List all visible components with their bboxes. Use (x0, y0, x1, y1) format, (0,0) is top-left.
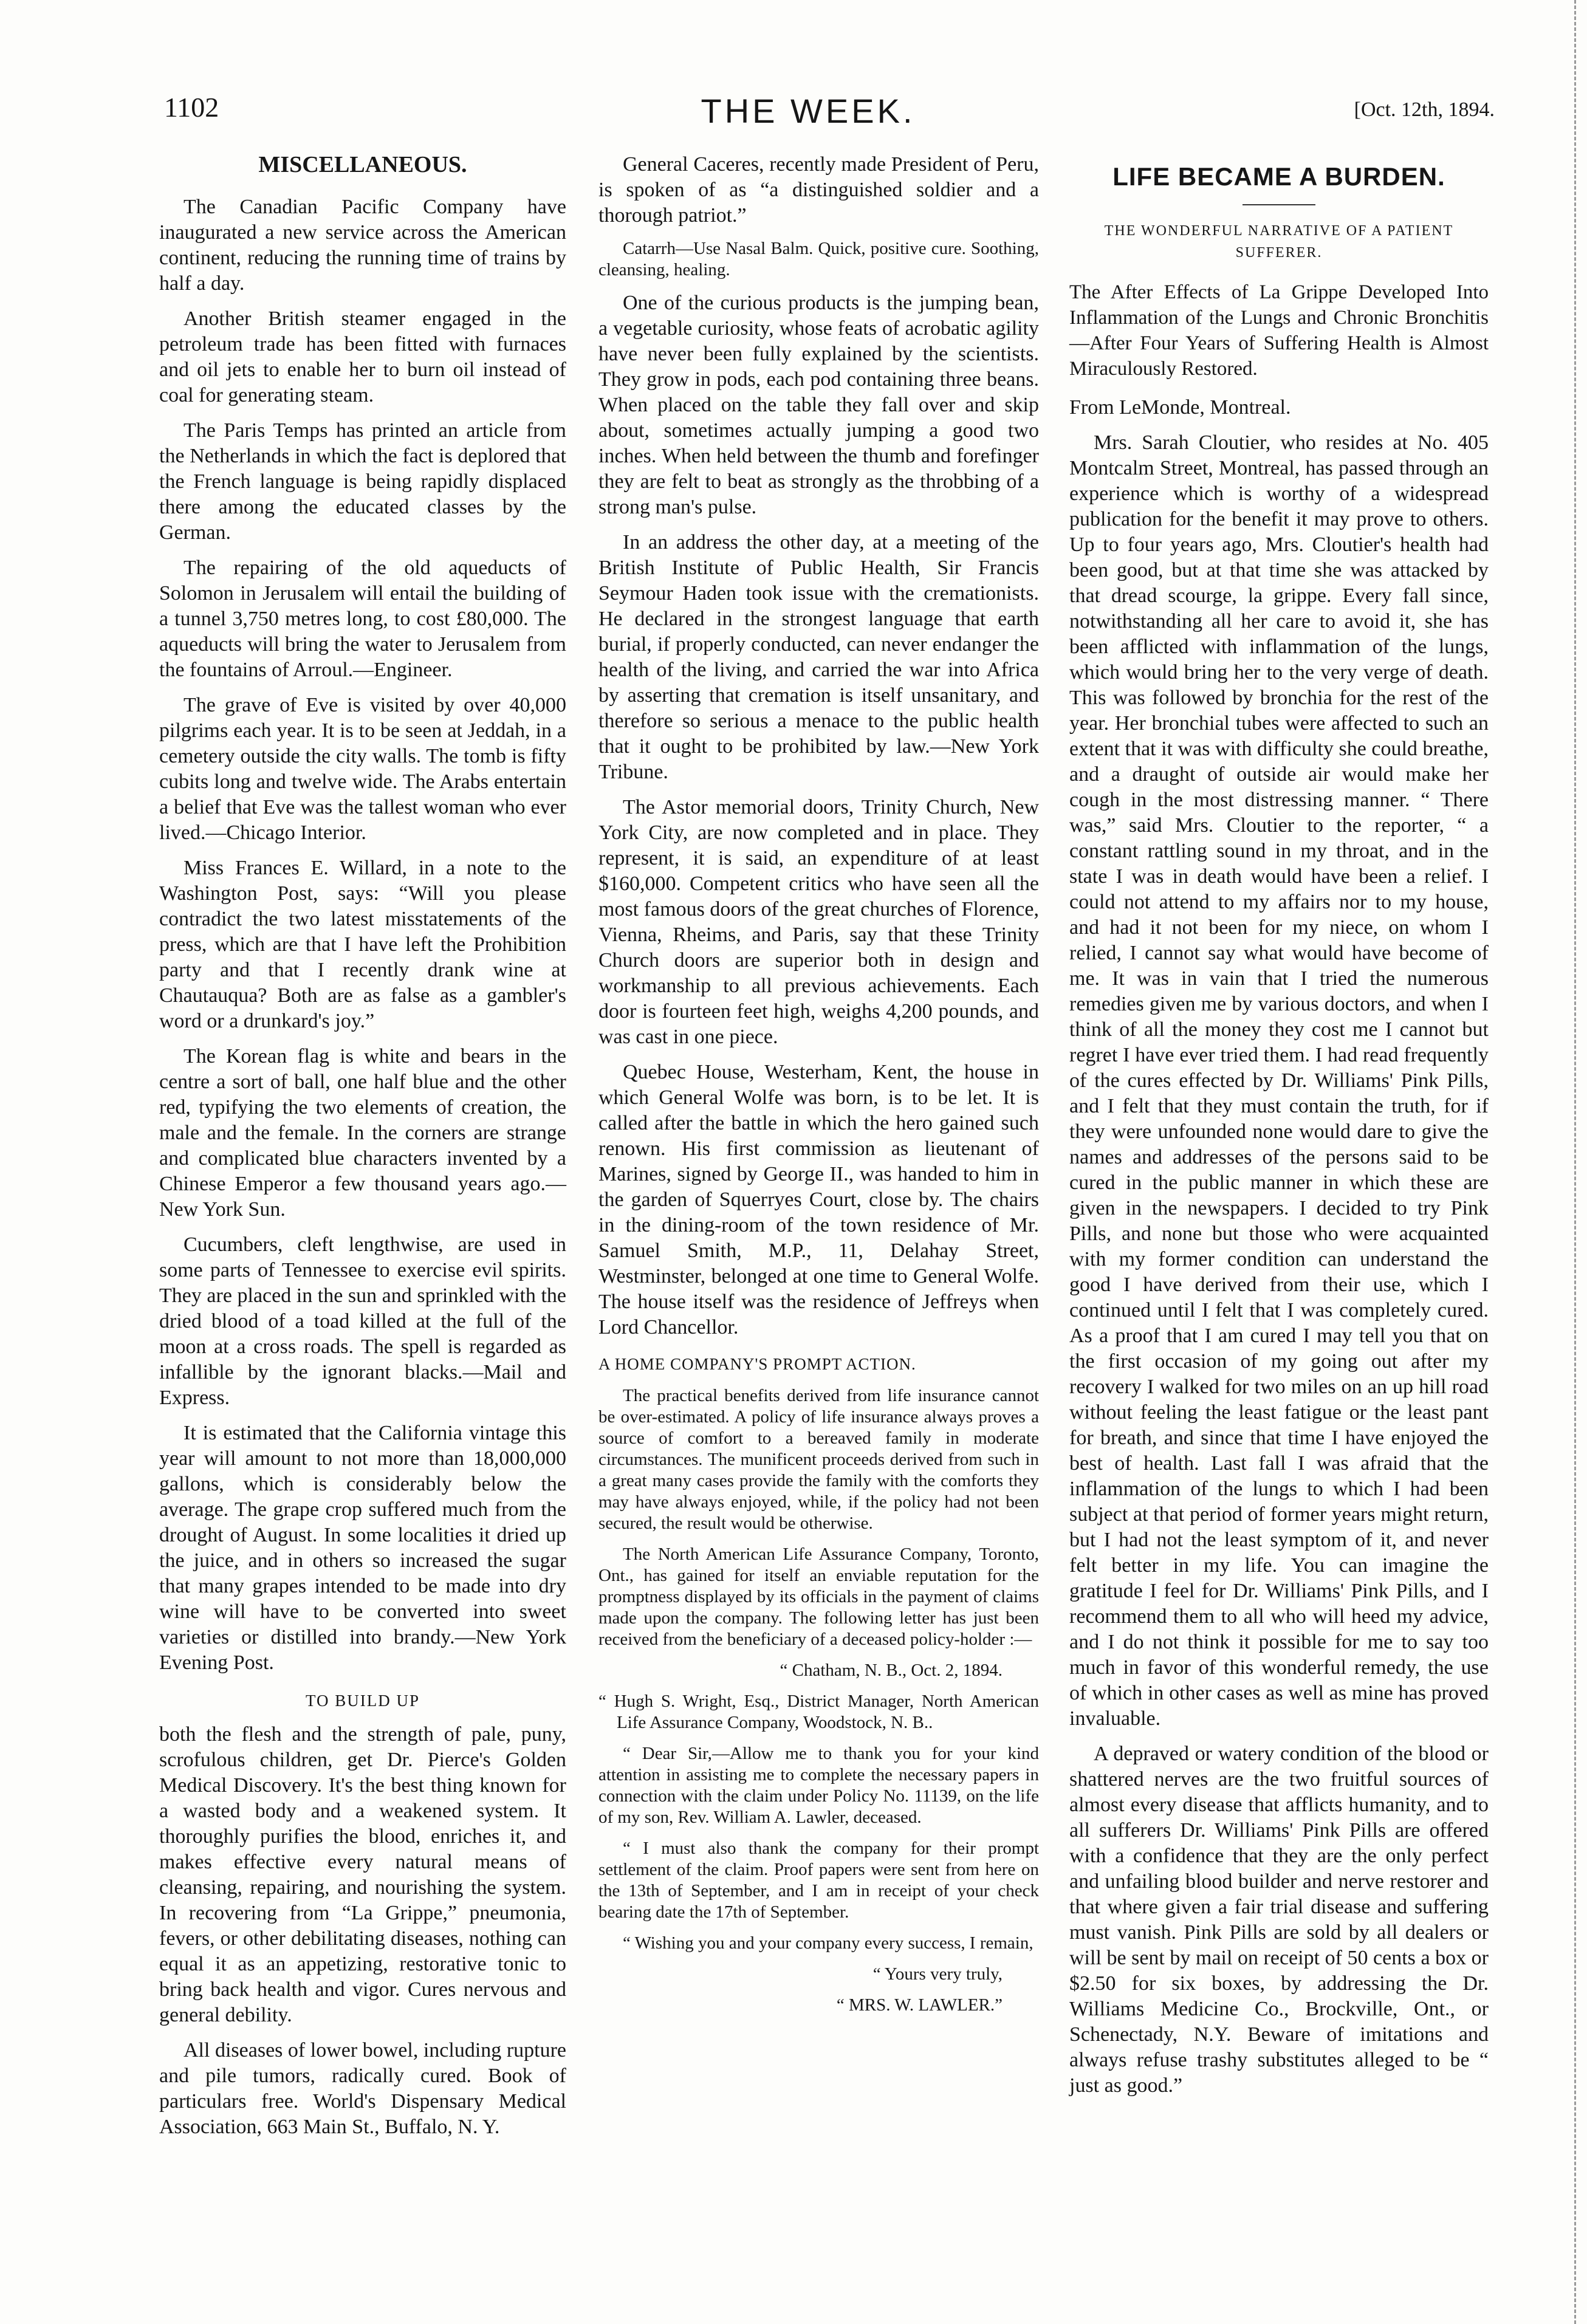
article-paragraph: General Caceres, recently made President of Peru, is spoken of as “a distinguished soldier and a thorough patriot.” (598, 153, 1039, 227)
page-edge (1574, 0, 1576, 2324)
article-paragraph: The Astor memorial doors, Trinity Church, New York City, are now completed and in place. They represent, it is said, an expenditure of at least $160,000. Competent critics who have seen all the most famous doors of the great churches of Florence, Vienna, Rheims, and Paris, say that these Trinity Church doors are superior both in design and workmanship to all previous achievements. Each door is fourteen feet high, weighs 4,200 pounds, and was cast in one piece. (598, 796, 1039, 1048)
article-paragraph: It is estimated that the California vintage this year will amount to not more than 18,000,000 gallons, which is considerably below the average. The grape crop suffered much from the drought of August. In some localities it dried up the juice, and in others so increased the sugar that many grapes intended to be made into dry wine will have to be converted into sweet varieties or distilled into brandy.—New York Evening Post. (159, 1422, 566, 1674)
letter-paragraph: “ Dear Sir,—Allow me to thank you for your kind attention in assisting me to complete the necessary papers in connection with the claim under Policy No. 11139, on the life of my son, Rev. William A. Lawler, deceased. (598, 1744, 1039, 1827)
letter-signature: “ MRS. W. LAWLER.” (836, 1995, 1003, 2015)
letter-paragraph: The practical benefits derived from life insurance cannot be over-estimated. A policy of life insurance always proves a source of comfort to a bereaved family in moderate circumstances. The munificent proceeds derived from such in a great many cases provide the family with the comforts they may have always enjoyed, while, if the policy had not been secured, the result would be otherwise. (598, 1386, 1039, 1533)
article-paragraph: Miss Frances E. Willard, in a note to the Washington Post, says: “Will you please contradict the two latest misstatements of the press, which are that I have left the Prohibition party and that I recently drank wine at Chautauqua? Both are as false as a gambler's word or a drunkard's joy.” (159, 857, 566, 1032)
subheading-to-build-up: TO BUILD UP (305, 1692, 420, 1710)
section-title-miscellaneous: MISCELLANEOUS. (258, 152, 467, 177)
article-paragraph: The Paris Temps has printed an article from the Netherlands in which the fact is deplored that the French language is being rapidly displaced there among the educated classes by the German. (159, 419, 566, 544)
article-paragraph: The Canadian Pacific Company have inaugurated a new service across the American continent, reducing the running time of trains by half a day. (159, 196, 566, 295)
article-paragraph: Quebec House, Westerham, Kent, the house in which General Wolfe was born, is to be let. It is called after the battle in which the hero gained such renown. His first commission as lieutenant of Marines, signed by George II., was handed to him in the garden of Squerryes Court, close by. The chairs in the dining-room of the town residence of Mr. Samuel Smith, M.P., 11, Delahay Street, Westminster, belonged at one time to General Wolfe. The house itself was the residence of Jeffreys when Lord Chancellor. (598, 1061, 1039, 1339)
article-paragraph: Cucumbers, cleft lengthwise, are used in some parts of Tennessee to exercise evil spirits. They are placed in the sun and sprinkled with the dried blood of a toad killed at the full of the moon at a cross roads. The spell is regarded as infallible by the ignorant blacks.—Mail and Express. (159, 1233, 566, 1409)
advert-paragraph: All diseases of lower bowel, including rupture and pile tumors, radically cured. Book of particulars free. World's Dispensary Medical Association, 663 Main St., Buffalo, N. Y. (159, 2039, 566, 2138)
advert-paragraph: Catarrh—Use Nasal Balm. Quick, positive cure. Soothing, cleansing, healing. (598, 239, 1039, 279)
issue-date: [Oct. 12th, 1894. (1354, 98, 1495, 121)
subheading-home-company: A HOME COMPANY'S PROMPT ACTION. (598, 1355, 916, 1373)
advert-paragraph: both the flesh and the strength of pale, puny, scrofulous children, get Dr. Pierce's Golden Medical Discovery. It's the best thing known for a wasted body and a weakened system. It thoroughly purifies the blood, enriches it, and makes effective every natural means of cleansing, repairing, and nourishing the system. In recovering from “La Grippe,” pneumonia, fevers, or other debilitating diseases, nothing can equal it as an appetizing, restorative tonic to bring back health and vigor. Cures nervous and general debility. (159, 1723, 566, 2026)
letter-closing: “ Yours very truly, (872, 1964, 1003, 1984)
article-paragraph: Mrs. Sarah Cloutier, who resides at No. 405 Montcalm Street, Montreal, has passed through an experience which is worthy of a widespread publication for the benefit it may prove to others. Up to four years ago, Mrs. Cloutier's health had been good, but at that time she was attacked by that dread scourge, la grippe. Every fall since, notwithstanding all her care to avoid it, she has been afflicted with inflammation of the lungs, which would bring her to the very verge of death. This was followed by bronchia for the rest of the year. Her bronchial tubes were affected to such an extent that it was with difficulty she could breathe, and a draught of outside air would make her cough in the most distressing manner. “ There was,” said Mrs. Cloutier to the reporter, “ a constant rattling sound in my throat, and in the state I was in death would have been a relief. I could not attend to my affairs nor to my house, and had it not been for my niece, on whom I relied, I cannot say what would have become of me. It was in vain that I tried the numerous remedies given me by various doctors, and when I think of all the money they cost me I cannot but regret I have ever tried them. I had read frequently of the cures effected by Dr. Williams' Pink Pills, and I felt that they must contain the truth, for if they were unfounded none would dare to give the names and addresses of the persons said to be cured in the public manner in which these are given in the newspapers. I decided to try Pink Pills, and none but those who were acquainted with my former condition can understand the good I have derived from their use, which I continued until I felt that I was completely cured. As a proof that I am cured I may tell you that on the first occasion of my going out after my recovery I walked for two miles on an up hill road without feeling the least fatigue or the least pant for breath, and since that time I have enjoyed the best of health. Last fall I was afraid that the inflammation of the lungs to which I had been subject at that period of former years might return, but I had not the least symptom of it, and never felt better in my life. You can imagine the gratitude I feel for Dr. Williams' Pink Pills, and I recommend them to all who will heed my advice, and I do not think it possible for me to say too much in favor of this wonderful remedy, the use of which in other cases as well as mine has proved invaluable. (1069, 431, 1489, 1730)
column-2 (598, 152, 1039, 2026)
letter-paragraph: The North American Life Assurance Company, Toronto, Ont., has gained for itself an enviable reputation for the promptness displayed by its officials in the payment of claims made upon the company. The following letter has just been received from the beneficiary of a deceased policy-holder :— (598, 1544, 1039, 1649)
article-paragraph: A depraved or watery condition of the blood or shattered nerves are the two fruitful sources of almost every disease that afflicts humanity, and to all sufferers Dr. Williams' Pink Pills are offered with a confidence that they are the only perfect and unfailing blood builder and nerve restorer and that where given a fair trial disease and suffering must vanish. Pink Pills are sold by all dealers or will be sent by mail on receipt of 50 cents a box or $2.50 for six boxes, by addressing the Dr. Williams Medicine Co., Brockville, Ont., or Schenectady, N.Y. Beware of imitations and always refuse trashy substitutes alleged to be “ just as good.” (1069, 1743, 1489, 2097)
article-paragraph: The grave of Eve is visited by over 40,000 pilgrims each year. It is to be seen at Jeddah, in a cemetery outside the city walls. The tomb is fifty cubits long and twelve wide. The Arabs entertain a belief that Eve was the tallest woman who ever lived.—Chicago Interior. (159, 694, 566, 844)
article-kicker: THE WONDERFUL NARRATIVE OF A PATIENT SUFFERER. (1104, 223, 1454, 261)
article-paragraph: The repairing of the old aqueducts of Solomon in Jerusalem will entail the building of a tunnel 3,750 metres long, to cost £80,000. The aqueducts will bring the water to Jerusalem from the fountains of Arroul.—Engineer. (159, 557, 566, 681)
article-paragraph: Another British steamer engaged in the petroleum trade has been fitted with furnaces and oil jets to enable her to burn oil instead of coal for generating steam. (159, 307, 566, 406)
page-number: 1102 (164, 92, 219, 123)
title-rule (1243, 204, 1315, 205)
article-paragraph: One of the curious products is the jumping bean, a vegetable curiosity, whose feats of acrobatic agility have never been fully explained by the scientists. They grow in pods, each pod containing three beans. When placed on the table they fall over and skip about, sometimes actually jumping a good two inches. When held between the thumb and forefinger they are felt to beat as strongly as the throbbing of a strong man's pulse. (598, 292, 1039, 518)
article-paragraph: The Korean flag is white and bears in the centre a sort of ball, one half blue and the other red, typifying the two elements of creation, the male and the female. In the corners are strange and complicated blue characters invented by a Chinese Emperor a few thousand years ago.—New York Sun. (159, 1045, 566, 1221)
letter-paragraph: “ Wishing you and your company every success, I remain, (623, 1933, 1033, 1953)
column-3 (1069, 152, 1489, 2108)
letter-address: “ Hugh S. Wright, Esq., District Manager, North American Life Assurance Company, Woodstock, N. B.. (598, 1692, 1039, 1732)
letter-paragraph: “ I must also thank the company for their prompt settlement of the claim. Proof papers were sent from here on the 13th of September, and I am in receipt of your check bearing date the 17th of September. (598, 1839, 1039, 1922)
article-deck: The After Effects of La Grippe Developed Into Inflammation of the Lungs and Chronic Bronchitis—After Four Years of Suffering Health is Almost Miraculously Restored. (1069, 281, 1489, 380)
masthead: THE WEEK. (701, 92, 916, 130)
page-header (122, 91, 1495, 140)
article-title-life-became-a-burden: LIFE BECAME A BURDEN. (1112, 162, 1445, 191)
article-paragraph: In an address the other day, at a meeting of the British Institute of Public Health, Sir Francis Seymour Haden took issue with the cremationists. He declared in the strongest language that earth burial, if properly conducted, can never endanger the health of the living, and carried the war into Africa by asserting that cremation is itself unsanitary, and therefore so serious a menace to the public health that it ought to be prohibited by law.—New York Tribune. (598, 531, 1039, 783)
article-source: From LeMonde, Montreal. (1069, 396, 1291, 419)
column-1 (159, 152, 566, 2150)
letter-dateline: “ Chatham, N. B., Oct. 2, 1894. (780, 1661, 1003, 1680)
